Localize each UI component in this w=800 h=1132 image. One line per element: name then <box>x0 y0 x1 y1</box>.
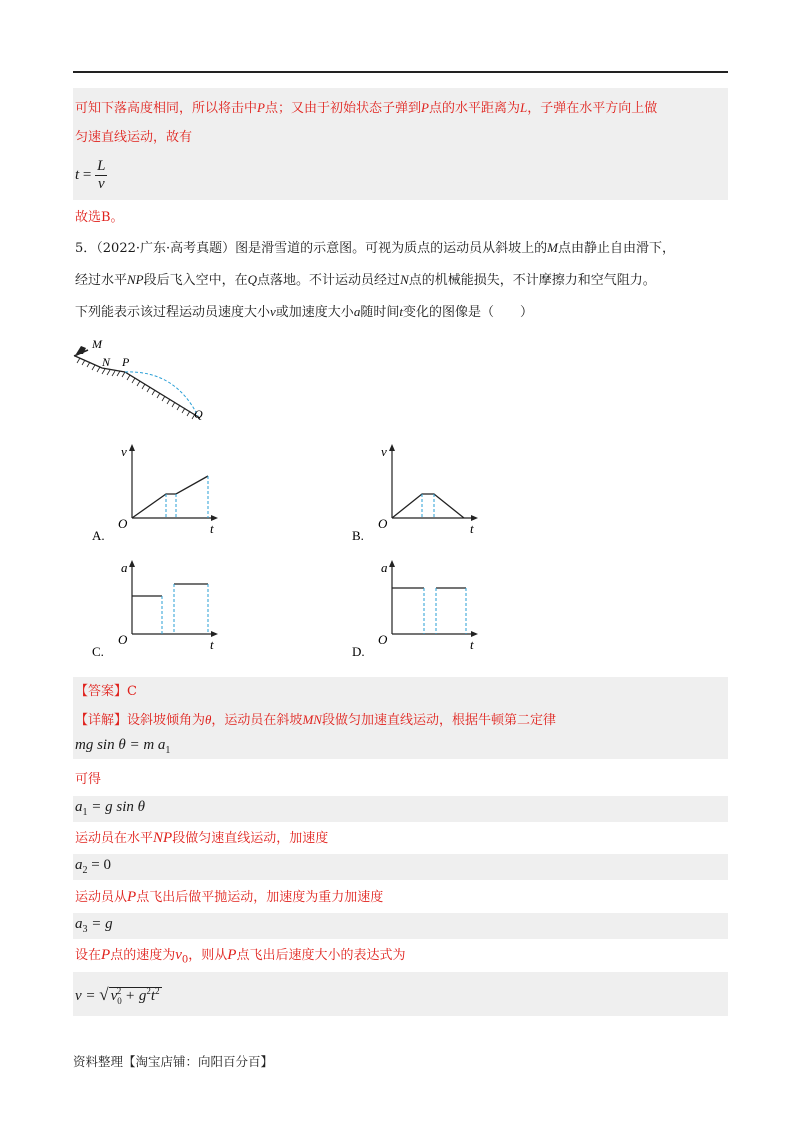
equation-a1-block <box>73 796 728 822</box>
equation-a3: $a_3 = g$ <box>75 916 113 935</box>
answer-line: 【答案】C <box>75 684 137 699</box>
y-axis-label: a <box>121 560 128 575</box>
equation-newton: mg sin θ = m $a_1$ <box>75 737 171 756</box>
axis-arrow-icon <box>129 560 135 567</box>
label-P: P <box>122 355 130 369</box>
question-line-2: 经过水平NP段后飞入空中，在Q点落地。不计运动员经过N点的机械能损失，不计摩擦力和空气阻力。 <box>75 272 656 288</box>
label-N: N <box>102 355 111 369</box>
prev-solution-line-2: 匀速直线运动，故有 <box>75 130 193 145</box>
option-d-graph <box>350 556 490 666</box>
option-a-graph <box>90 440 230 550</box>
question-line-1: 5．（2022·广东·高考真题）图是滑雪道的示意图。可视为质点的运动员从斜坡上的M点由静止自由滑下， <box>75 240 676 256</box>
x-axis-label: t <box>470 637 474 652</box>
equation-speed-block <box>73 972 728 1016</box>
equation-a2: $a_2 = 0$ <box>75 857 111 876</box>
prev-solution-line-1: 可知下落高度相同，所以将击中P点；又由于初始状态子弹到P点的水平距离为L，子弹在水平方向上做 <box>75 100 658 116</box>
axis-arrow-icon <box>389 560 395 567</box>
sqrt-icon: √ <box>99 985 109 1004</box>
option-b-label[interactable]: B. <box>352 528 364 543</box>
option-d-label[interactable]: D. <box>352 644 365 659</box>
origin-label: O <box>378 516 388 531</box>
option-c-graph <box>90 556 230 666</box>
x-axis-label: t <box>210 637 214 652</box>
equation-a2-block <box>73 854 728 880</box>
origin-label: O <box>118 632 128 647</box>
axis-arrow-icon <box>389 444 395 451</box>
axis-arrow-icon <box>129 444 135 451</box>
x-axis-label: t <box>210 521 214 536</box>
label-M: M <box>92 337 102 351</box>
option-c-label[interactable]: C. <box>92 644 104 659</box>
origin-label: O <box>118 516 128 531</box>
text-kede: 可得 <box>75 772 102 787</box>
ski-slope-figure <box>70 334 220 430</box>
text-np: 运动员在水平NP段做匀速直线运动，加速度 <box>75 830 329 846</box>
prev-solution-conclusion: 故选B。 <box>75 210 124 225</box>
equation-speed: v = √ $v_0^2 + g^2t^2$ <box>75 985 160 1006</box>
text-speed: 设在P点的速度为$v_0$，则从P点飞出后速度大小的表达式为 <box>75 947 406 966</box>
y-axis-label: a <box>381 560 388 575</box>
text-projectile: 运动员从P点飞出后做平抛运动，加速度为重力加速度 <box>75 889 384 905</box>
label-Q: Q <box>194 407 203 421</box>
option-b-graph <box>350 440 490 550</box>
question-line-3: 下列能表示该过程运动员速度大小v或加速度大小a随时间t变化的图像是（ ） <box>75 304 533 320</box>
option-a-label[interactable]: A. <box>92 528 105 543</box>
header-rule <box>73 71 728 73</box>
origin-label: O <box>378 632 388 647</box>
x-axis-label: t <box>470 521 474 536</box>
y-axis-label: v <box>121 444 127 459</box>
skier-icon <box>74 346 88 356</box>
page-footer: 资料整理【淘宝店铺：向阳百分百】 <box>73 1054 274 1069</box>
prev-solution-equation: t = $\frac{L}{v}$ <box>75 158 106 192</box>
velocity-line <box>132 476 208 518</box>
equation-a3-block <box>73 913 728 939</box>
explanation-intro: 【详解】设斜坡倾角为θ，运动员在斜坡MN段做匀加速直线运动，根据牛顿第二定律 <box>75 712 556 728</box>
y-axis-label: v <box>381 444 387 459</box>
slope-surface <box>75 356 200 418</box>
velocity-line <box>392 494 464 518</box>
equation-a1: $a_1 = g$ sin θ <box>75 799 145 818</box>
